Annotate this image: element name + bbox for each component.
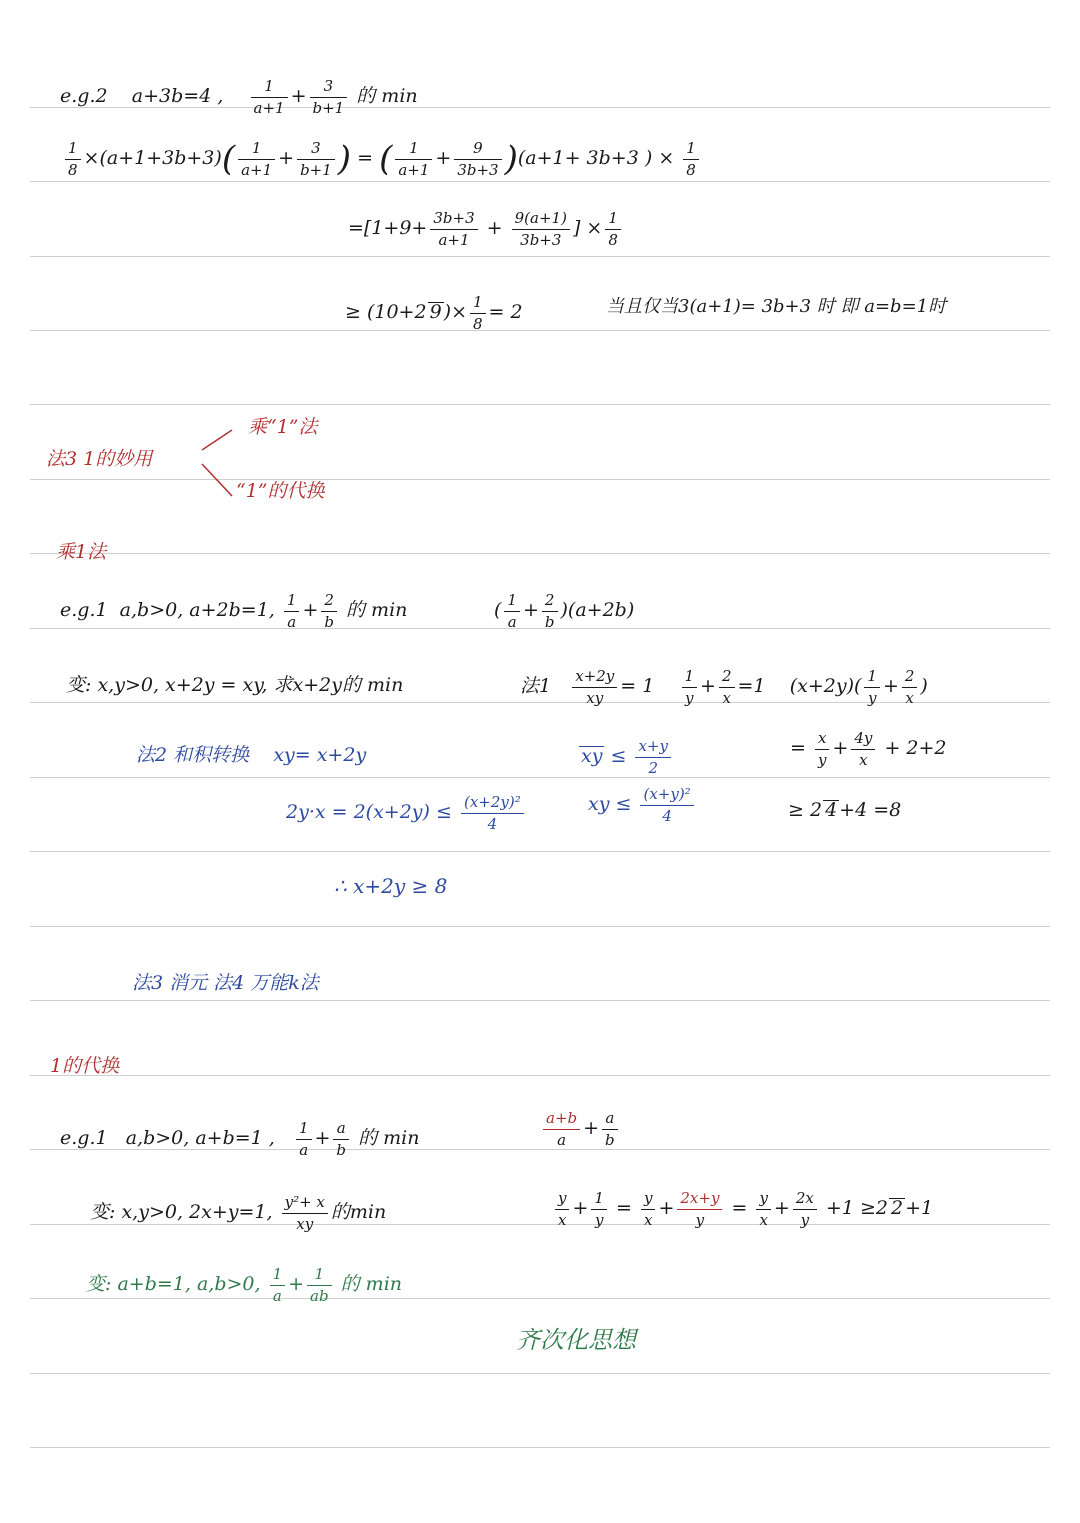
section-heading-substitution: 1的代换 — [50, 1055, 120, 1077]
fraction: $\frac{1}{8}$ — [683, 140, 699, 178]
ruled-line — [30, 926, 1050, 927]
fraction: $\frac{3}{b+1}$ — [310, 78, 348, 116]
ruled-line — [30, 1373, 1050, 1374]
variant2-solution: $\frac{y}{x}$ + $\frac{1}{y}$ = $\frac{y}{x}$ + $\frac{2x+y}{y}$ = $\frac{y}{x}$ + $\frac{2x}{y}$ +1 ≥2 2 +1 — [552, 1190, 933, 1228]
eg2-target: 的 min — [356, 85, 418, 107]
variant1-method1: 法1 $\frac{x+2y}{xy}$ = 1 $\frac{1}{y}$ + $\frac{2}{x}$ =1 (x+2y)( $\frac{1}{y}$ + $\frac{2}{x}$ ) — [520, 667, 928, 707]
ruled-line — [30, 1075, 1050, 1076]
section-heading-multiply-one: 乘1法 — [56, 541, 107, 563]
fraction: $\frac{1}{8}$ — [65, 140, 81, 178]
ruled-line — [30, 1000, 1050, 1001]
variant1-xy-ineq: xy ≤ $\frac{\text{(x+y)²}}{4}$ — [588, 786, 697, 824]
method3-branch-multiply: 乘“1”法 — [248, 416, 318, 438]
ruled-line — [30, 553, 1050, 554]
eg1b-hint: $\frac{a+b}{a}$ + $\frac{a}{b}$ — [540, 1110, 621, 1148]
method3-title: 法3 1的妙用 — [46, 448, 153, 470]
variant1-result: ≥ 2 4 +4 =8 — [788, 799, 902, 821]
fraction: $\frac{\text{(x+2y)²}}{4}$ — [461, 794, 524, 832]
fraction: $\frac{1}{a}$ — [270, 1266, 286, 1304]
fraction: $\frac{1}{y}$ — [591, 1190, 607, 1228]
fraction: $\frac{a+b}{a}$ — [543, 1110, 580, 1148]
fraction: $\frac{9}{3b+3}$ — [454, 140, 501, 178]
fraction: $\frac{1}{y}$ — [864, 668, 880, 706]
method3-branch-substitute: “1”的代换 — [236, 480, 325, 502]
eg2-title: e.g.2 a+3b=4 , $\frac{1}{a+1}$ + $\frac{3}{b+1}$ 的 min — [60, 77, 418, 117]
ruled-line — [30, 479, 1050, 480]
fraction: $\frac{1}{ab}$ — [307, 1266, 332, 1304]
fraction: $\frac{1}{8}$ — [605, 210, 621, 248]
fraction: $\frac{\text{y²+ x}}{xy}$ — [282, 1194, 328, 1232]
ruled-line — [30, 404, 1050, 405]
fraction: $\frac{3b+3}{a+1}$ — [430, 210, 477, 248]
eg1a-problem: e.g.1 a,b>0, a+2b=1, $\frac{1}{a}$ + $\frac{2}{b}$ 的 min — [60, 591, 408, 631]
fraction: $\frac{1}{8}$ — [470, 294, 486, 332]
variant1-expansion: = $\frac{x}{y}$ + $\frac{4y}{x}$ + 2+2 — [790, 729, 947, 769]
variant1-problem: 变: x,y>0, x+2y = xy, 求x+2y的 min — [66, 674, 404, 696]
eg1b-problem: e.g.1 a,b>0, a+b=1 , $\frac{1}{a}$ + $\frac{a}{b}$ 的 min — [60, 1119, 420, 1159]
methods-3-4: 法3 消元 法4 万能k法 — [132, 972, 319, 994]
ruled-line — [30, 777, 1050, 778]
fraction: $\frac{x+2y}{xy}$ — [572, 668, 617, 706]
variant3-problem: 变: a+b=1, a,b>0, $\frac{1}{a}$ + $\frac{1}{ab}$ 的 min — [86, 1265, 403, 1305]
fraction: $\frac{1}{a}$ — [284, 592, 300, 630]
fraction: $\frac{a}{b}$ — [602, 1110, 618, 1148]
variant1-product-ineq: 2y·x = 2(x+2y) ≤ $\frac{\text{(x+2y)²}}{4}$ — [286, 794, 527, 832]
fraction: $\frac{\text{(x+y)²}}{4}$ — [640, 786, 693, 824]
eg1a-hint: ( $\frac{1}{a}$ + $\frac{2}{b}$ )(a+2b) — [494, 591, 635, 631]
eg2-equality-condition: 当且仅当3(a+1)= 3b+3 时 即 a=b=1时 — [606, 296, 947, 317]
ruled-line — [30, 851, 1050, 852]
variant1-sqrt-ineq: xy ≤ $\frac{x+y}{2}$ — [578, 738, 674, 776]
fraction: $\frac{a}{b}$ — [333, 1120, 349, 1158]
eg2-line2: =[1+9+ $\frac{3b+3}{a+1}$ + $\frac{9(a+1)}{3b+3}$ ] × $\frac{1}{8}$ — [348, 210, 624, 248]
ruled-line — [30, 1447, 1050, 1448]
sqrt: 2 — [890, 1197, 904, 1219]
fraction: $\frac{3}{b+1}$ — [297, 140, 335, 178]
fraction: $\frac{4y}{x}$ — [851, 730, 875, 768]
fraction: $\frac{2x}{y}$ — [793, 1190, 817, 1228]
eg2-line1: $\frac{1}{8}$ ×(a+1+3b+3)( $\frac{1}{a+1}$ + $\frac{3}{b+1}$ ) = ( $\frac{1}{a+1}$ + $\frac{9}{3b+3}$ )(a+1+ 3b+3 ) × $\frac{1}{8}$ — [62, 140, 702, 178]
fraction: $\frac{y}{x}$ — [756, 1190, 770, 1228]
eg2-label: e.g.2 — [60, 85, 108, 107]
variant1-conclusion: ∴ x+2y ≥ 8 — [334, 874, 448, 898]
eg2-condition: a+3b=4 , — [131, 85, 224, 107]
fraction: $\frac{2}{b}$ — [321, 592, 337, 630]
fraction: $\frac{1}{a+1}$ — [238, 140, 275, 178]
fraction: $\frac{1}{a+1}$ — [395, 140, 432, 178]
fraction: $\frac{2}{x}$ — [902, 668, 918, 706]
sqrt: 9 — [429, 301, 442, 323]
ruled-line — [30, 330, 1050, 331]
fraction: $\frac{x}{y}$ — [815, 730, 829, 768]
fraction: $\frac{y}{x}$ — [555, 1190, 569, 1228]
fraction: $\frac{2x+y}{y}$ — [677, 1190, 722, 1228]
variant1-method2: 法2 和积转换 xy= x+2y — [136, 744, 367, 766]
fraction: $\frac{2}{b}$ — [542, 592, 558, 630]
fraction: $\frac{1}{y}$ — [682, 668, 698, 706]
fraction: $\frac{y}{x}$ — [641, 1190, 655, 1228]
fraction: $\frac{x+y}{2}$ — [635, 738, 671, 776]
sqrt: xy — [581, 745, 603, 767]
fraction: $\frac{2}{x}$ — [719, 668, 735, 706]
ruled-line — [30, 181, 1050, 182]
fraction: $\frac{9(a+1)}{3b+3}$ — [512, 210, 570, 248]
variant2-problem: 变: x,y>0, 2x+y=1, $\frac{\text{y²+ x}}{xy}$ 的min — [90, 1193, 387, 1233]
sqrt: 4 — [825, 799, 838, 821]
fraction: $\frac{1}{a}$ — [504, 592, 520, 630]
eg2-line3: ≥ (10+2 9 )× $\frac{1}{8}$ = 2 — [345, 293, 523, 333]
fraction: $\frac{1}{a+1}$ — [251, 78, 288, 116]
ruled-line — [30, 256, 1050, 257]
homogenization-idea: 齐次化思想 — [516, 1326, 636, 1354]
fraction: $\frac{1}{a}$ — [296, 1120, 312, 1158]
